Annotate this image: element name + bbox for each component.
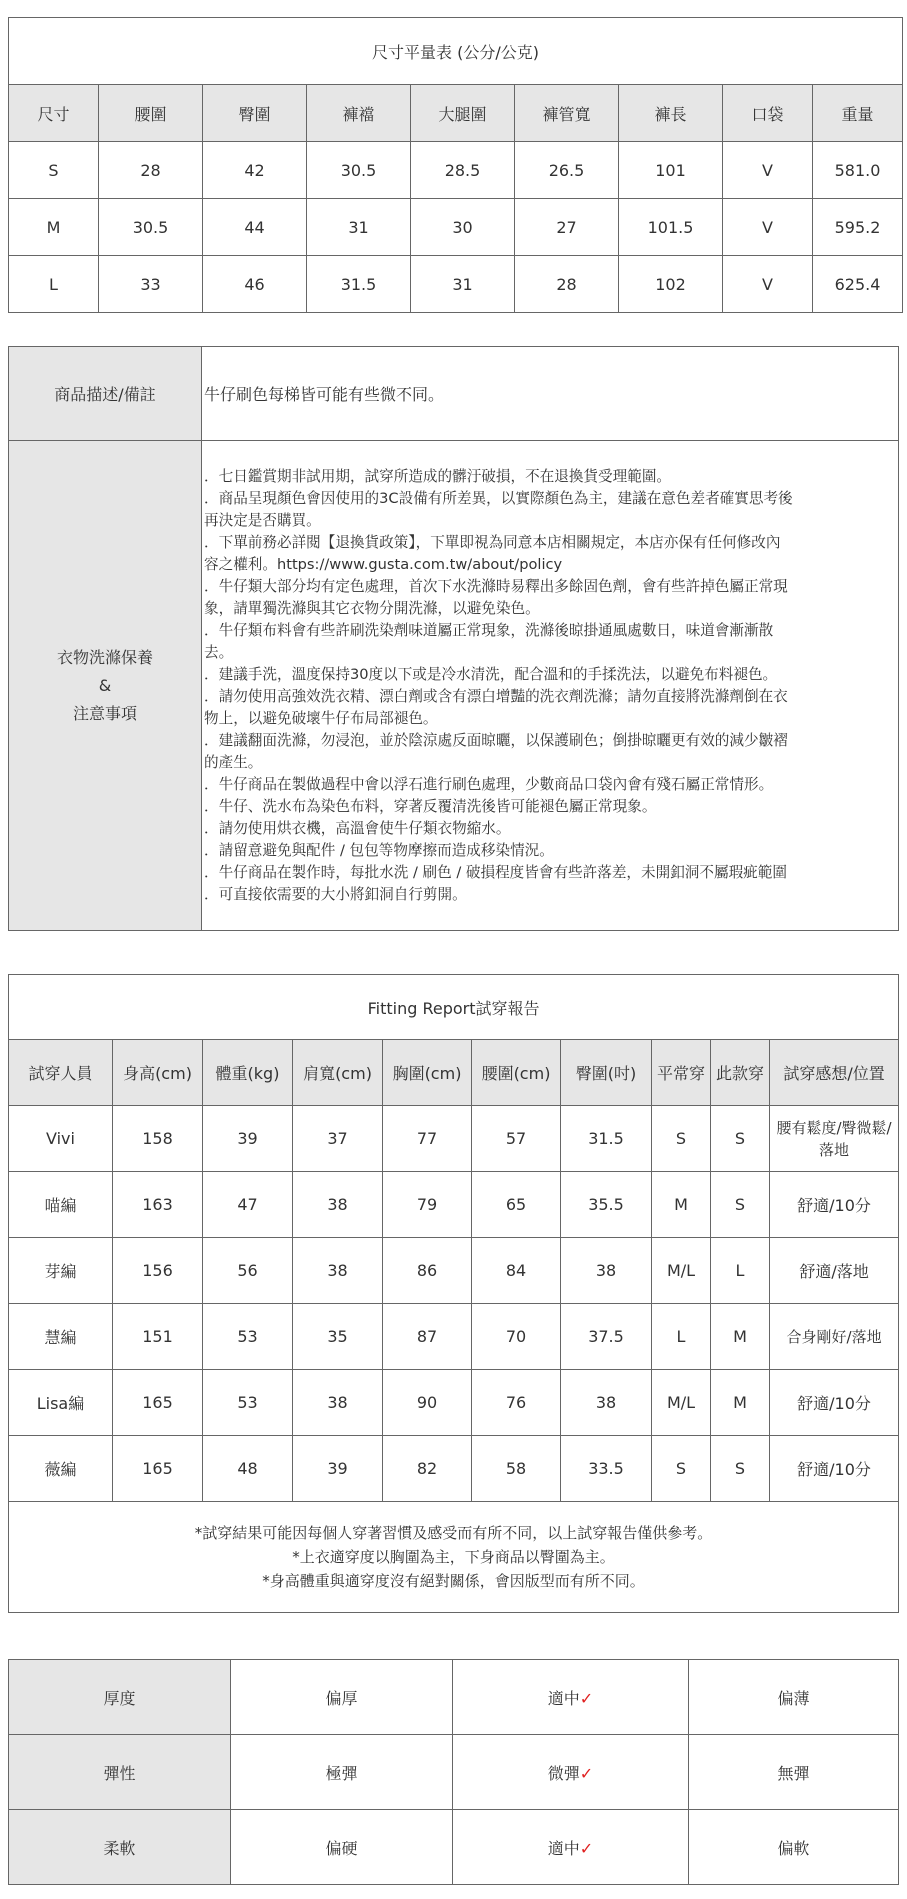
care-line: ．七日鑑賞期非試用期，試穿所造成的髒汙破損，不在退換貨受理範圍。 (204, 467, 672, 485)
fitting-row (9, 1238, 899, 1304)
fitting-cell: 79 (383, 1172, 472, 1238)
size-cell: 31 (411, 256, 515, 313)
fitting-cell: 38 (561, 1370, 652, 1436)
size-cell: 46 (203, 256, 307, 313)
fitting-cell: S (652, 1436, 711, 1502)
size-header: 口袋 (723, 85, 813, 142)
fabric-option: 偏硬 (231, 1810, 453, 1885)
size-cell: V (723, 142, 813, 199)
fabric-option-selected (453, 1810, 689, 1885)
fitting-cell: 165 (113, 1436, 203, 1502)
fitting-cell: 65 (472, 1172, 561, 1238)
fitting-cell: 38 (293, 1238, 383, 1304)
care-label-line: 注意事項 (72, 703, 137, 723)
fitting-cell: L (711, 1238, 770, 1304)
description-text: 牛仔刷色每梯皆可能有些微不同。 (202, 347, 899, 441)
fitting-cell: 慧編 (9, 1304, 113, 1370)
fabric-option-text: 微彈 (547, 1763, 580, 1783)
fitting-title: Fitting Report試穿報告 (9, 975, 899, 1040)
size-header: 褲長 (619, 85, 723, 142)
size-table (8, 17, 903, 313)
size-cell: 625.4 (813, 256, 903, 313)
care-line: ．建議翻面洗滌，勿浸泡，並於陰涼處反面晾曬，以保護刷色；倒掛晾曬更有效的減少皺褶 (204, 731, 788, 749)
care-line: 物上，以避免破壞牛仔布局部褪色。 (204, 709, 438, 727)
size-cell: 595.2 (813, 199, 903, 256)
fitting-cell: M/L (652, 1370, 711, 1436)
fitting-cell: 90 (383, 1370, 472, 1436)
size-cell: 31 (307, 199, 411, 256)
fitting-cell: 舒適/落地 (770, 1238, 899, 1304)
fabric-row (9, 1660, 899, 1735)
size-cell: 30.5 (99, 199, 203, 256)
fitting-cell: 39 (293, 1436, 383, 1502)
fabric-option-selected (453, 1660, 689, 1735)
care-line: ．牛仔、洗水布為染色布料，穿著反覆清洗後皆可能褪色屬正常現象。 (204, 797, 657, 815)
care-line: ．可直接依需要的大小將釦洞自行剪開。 (204, 885, 467, 903)
fitting-cell: 53 (203, 1370, 293, 1436)
size-table-title: 尺寸平量表 (公分/公克) (9, 18, 903, 85)
care-label-line: 衣物洗滌保養 (56, 647, 153, 667)
fitting-header: 身高(cm) (113, 1040, 203, 1106)
fitting-cell: 合身剛好/落地 (770, 1304, 899, 1370)
fitting-notes (9, 1502, 899, 1613)
fitting-header: 試穿人員 (9, 1040, 113, 1106)
fitting-cell: 芽編 (9, 1238, 113, 1304)
fitting-cell: 87 (383, 1304, 472, 1370)
fitting-cell: 84 (472, 1238, 561, 1304)
description-table (8, 346, 899, 931)
fitting-cell: 77 (383, 1106, 472, 1172)
fitting-cell: L (652, 1304, 711, 1370)
fitting-header: 試穿感想/位置 (770, 1040, 899, 1106)
fabric-option: 極彈 (231, 1735, 453, 1810)
fitting-cell: S (711, 1436, 770, 1502)
fitting-cell: 31.5 (561, 1106, 652, 1172)
care-label-line: & (98, 675, 112, 695)
care-line: ．商品呈現顏色會因使用的3C設備有所差異，以實際顏色為主，建議在意色差者確實思考後 (204, 489, 793, 507)
size-cell: 102 (619, 256, 723, 313)
size-cell: 28.5 (411, 142, 515, 199)
care-line: 再決定是否購買。 (204, 511, 321, 529)
size-cell: 42 (203, 142, 307, 199)
fitting-header: 平常穿 (652, 1040, 711, 1106)
size-header: 褲襠 (307, 85, 411, 142)
fitting-cell: 舒適/10分 (770, 1172, 899, 1238)
care-line: 象，請單獨洗滌與其它衣物分開洗滌，以避免染色。 (204, 599, 540, 617)
care-line: ．請勿使用高強效洗衣精、漂白劑或含有漂白增豔的洗衣劑洗滌；請勿直接將洗滌劑倒在衣 (204, 687, 788, 705)
fabric-option: 偏薄 (689, 1660, 899, 1735)
fitting-cell: 82 (383, 1436, 472, 1502)
fitting-cell: S (711, 1172, 770, 1238)
size-row (9, 142, 903, 199)
fabric-option: 無彈 (689, 1735, 899, 1810)
care-line: ．牛仔商品在製作時，每批水洗 / 刷色 / 破損程度皆會有些許落差，未開釦洞不屬瑕疵範圍 (204, 863, 787, 881)
fitting-cell: 37.5 (561, 1304, 652, 1370)
fitting-cell: M/L (652, 1238, 711, 1304)
size-cell: 581.0 (813, 142, 903, 199)
care-label (9, 441, 202, 931)
fitting-note: *上衣適穿度以胸圍為主，下身商品以臀圍為主。 (292, 1548, 615, 1566)
size-header: 腰圍 (99, 85, 203, 142)
size-header: 尺寸 (9, 85, 99, 142)
fitting-note: *身高體重與適穿度沒有絕對關係，會因版型而有所不同。 (262, 1572, 645, 1590)
fitting-cell: 39 (203, 1106, 293, 1172)
fitting-row (9, 1436, 899, 1502)
check-icon: ✓ (579, 1688, 594, 1708)
size-cell: M (9, 199, 99, 256)
fitting-note: *試穿結果可能因每個人穿著習慣及感受而有所不同，以上試穿報告僅供參考。 (194, 1524, 713, 1542)
size-cell: 28 (99, 142, 203, 199)
size-cell: V (723, 199, 813, 256)
care-line: 容之權利。https://www.gusta.com.tw/about/policy (204, 555, 563, 573)
fitting-cell: 38 (561, 1238, 652, 1304)
fitting-cell: 38 (293, 1172, 383, 1238)
check-icon: ✓ (579, 1838, 594, 1858)
fitting-cell: 57 (472, 1106, 561, 1172)
size-cell: 101.5 (619, 199, 723, 256)
size-cell: 30.5 (307, 142, 411, 199)
size-cell: 28 (515, 256, 619, 313)
fitting-cell: 47 (203, 1172, 293, 1238)
fitting-cell: 165 (113, 1370, 203, 1436)
fitting-cell: 舒適/10分 (770, 1436, 899, 1502)
size-row (9, 199, 903, 256)
fitting-report-table (8, 974, 899, 1613)
size-cell: 26.5 (515, 142, 619, 199)
size-header: 褲管寬 (515, 85, 619, 142)
fabric-option: 偏軟 (689, 1810, 899, 1885)
fabric-label: 柔軟 (9, 1810, 231, 1885)
fitting-row (9, 1304, 899, 1370)
fitting-cell: M (711, 1304, 770, 1370)
fitting-cell: S (652, 1106, 711, 1172)
fitting-row (9, 1172, 899, 1238)
fitting-cell: M (652, 1172, 711, 1238)
size-cell: 31.5 (307, 256, 411, 313)
care-line: ．牛仔類布料會有些許刷洗染劑味道屬正常現象，洗滌後晾掛通風處數日，味道會漸漸散 (204, 621, 774, 639)
fabric-option-text: 適中 (547, 1688, 580, 1708)
fitting-header: 此款穿 (711, 1040, 770, 1106)
check-icon: ✓ (579, 1763, 594, 1783)
size-cell: 44 (203, 199, 307, 256)
fitting-header: 臀圍(吋) (561, 1040, 652, 1106)
care-instructions (202, 441, 899, 931)
care-line: ．建議手洗，溫度保持30度以下或是冷水清洗，配合溫和的手揉洗法，以避免布料褪色。 (204, 665, 778, 683)
fitting-cell: 35 (293, 1304, 383, 1370)
fitting-cell: 163 (113, 1172, 203, 1238)
size-cell: S (9, 142, 99, 199)
fitting-header: 胸圍(cm) (383, 1040, 472, 1106)
care-line: ．請勿使用烘衣機，高溫會使牛仔類衣物縮水。 (204, 819, 511, 837)
fabric-label: 厚度 (9, 1660, 231, 1735)
fitting-row (9, 1106, 899, 1172)
size-cell: 27 (515, 199, 619, 256)
fitting-cell: 喵編 (9, 1172, 113, 1238)
fitting-cell: Vivi (9, 1106, 113, 1172)
size-header: 臀圍 (203, 85, 307, 142)
fabric-label: 彈性 (9, 1735, 231, 1810)
fitting-cell: 58 (472, 1436, 561, 1502)
fitting-cell: 舒適/10分 (770, 1370, 899, 1436)
fitting-header: 體重(kg) (203, 1040, 293, 1106)
fitting-row (9, 1370, 899, 1436)
size-cell: 33 (99, 256, 203, 313)
size-cell: L (9, 256, 99, 313)
fabric-row (9, 1735, 899, 1810)
fitting-cell: 薇編 (9, 1436, 113, 1502)
fitting-cell: 38 (293, 1370, 383, 1436)
fitting-cell: 86 (383, 1238, 472, 1304)
size-header: 重量 (813, 85, 903, 142)
care-line: 去。 (204, 643, 234, 661)
fitting-cell: 35.5 (561, 1172, 652, 1238)
fabric-option-text: 適中 (547, 1838, 580, 1858)
fitting-cell: 158 (113, 1106, 203, 1172)
size-cell: V (723, 256, 813, 313)
fitting-cell: 70 (472, 1304, 561, 1370)
care-line: ．牛仔類大部分均有定色處理，首次下水洗滌時易釋出多餘固色劑，會有些許掉色屬正常現 (204, 577, 788, 595)
fitting-cell: 33.5 (561, 1436, 652, 1502)
size-cell: 101 (619, 142, 723, 199)
fabric-option-selected (453, 1735, 689, 1810)
care-line: ．請留意避免與配件 / 包包等物摩擦而造成移染情況。 (204, 841, 554, 859)
care-line: 的產生。 (204, 753, 263, 771)
fitting-cell: 48 (203, 1436, 293, 1502)
size-row (9, 256, 903, 313)
size-cell: 30 (411, 199, 515, 256)
fitting-cell: 腰有鬆度/臀微鬆/落地 (770, 1106, 899, 1172)
fitting-header: 肩寬(cm) (293, 1040, 383, 1106)
fitting-cell: 76 (472, 1370, 561, 1436)
fabric-row (9, 1810, 899, 1885)
fitting-cell: 37 (293, 1106, 383, 1172)
size-header: 大腿圍 (411, 85, 515, 142)
fitting-cell: 156 (113, 1238, 203, 1304)
fitting-cell: M (711, 1370, 770, 1436)
fabric-feel-table (8, 1659, 899, 1885)
fitting-cell: 151 (113, 1304, 203, 1370)
care-line: ．下單前務必詳閱【退換貨政策】，下單即視為同意本店相關規定，本店亦保有任何修改內 (204, 533, 781, 551)
fitting-cell: S (711, 1106, 770, 1172)
description-label: 商品描述/備註 (9, 347, 202, 441)
care-line: ．牛仔商品在製做過程中會以浮石進行刷色處理，少數商品口袋內會有殘石屬正常情形。 (204, 775, 774, 793)
fitting-cell: 56 (203, 1238, 293, 1304)
fitting-header: 腰圍(cm) (472, 1040, 561, 1106)
fitting-cell: Lisa編 (9, 1370, 113, 1436)
fabric-option: 偏厚 (231, 1660, 453, 1735)
fitting-cell: 53 (203, 1304, 293, 1370)
